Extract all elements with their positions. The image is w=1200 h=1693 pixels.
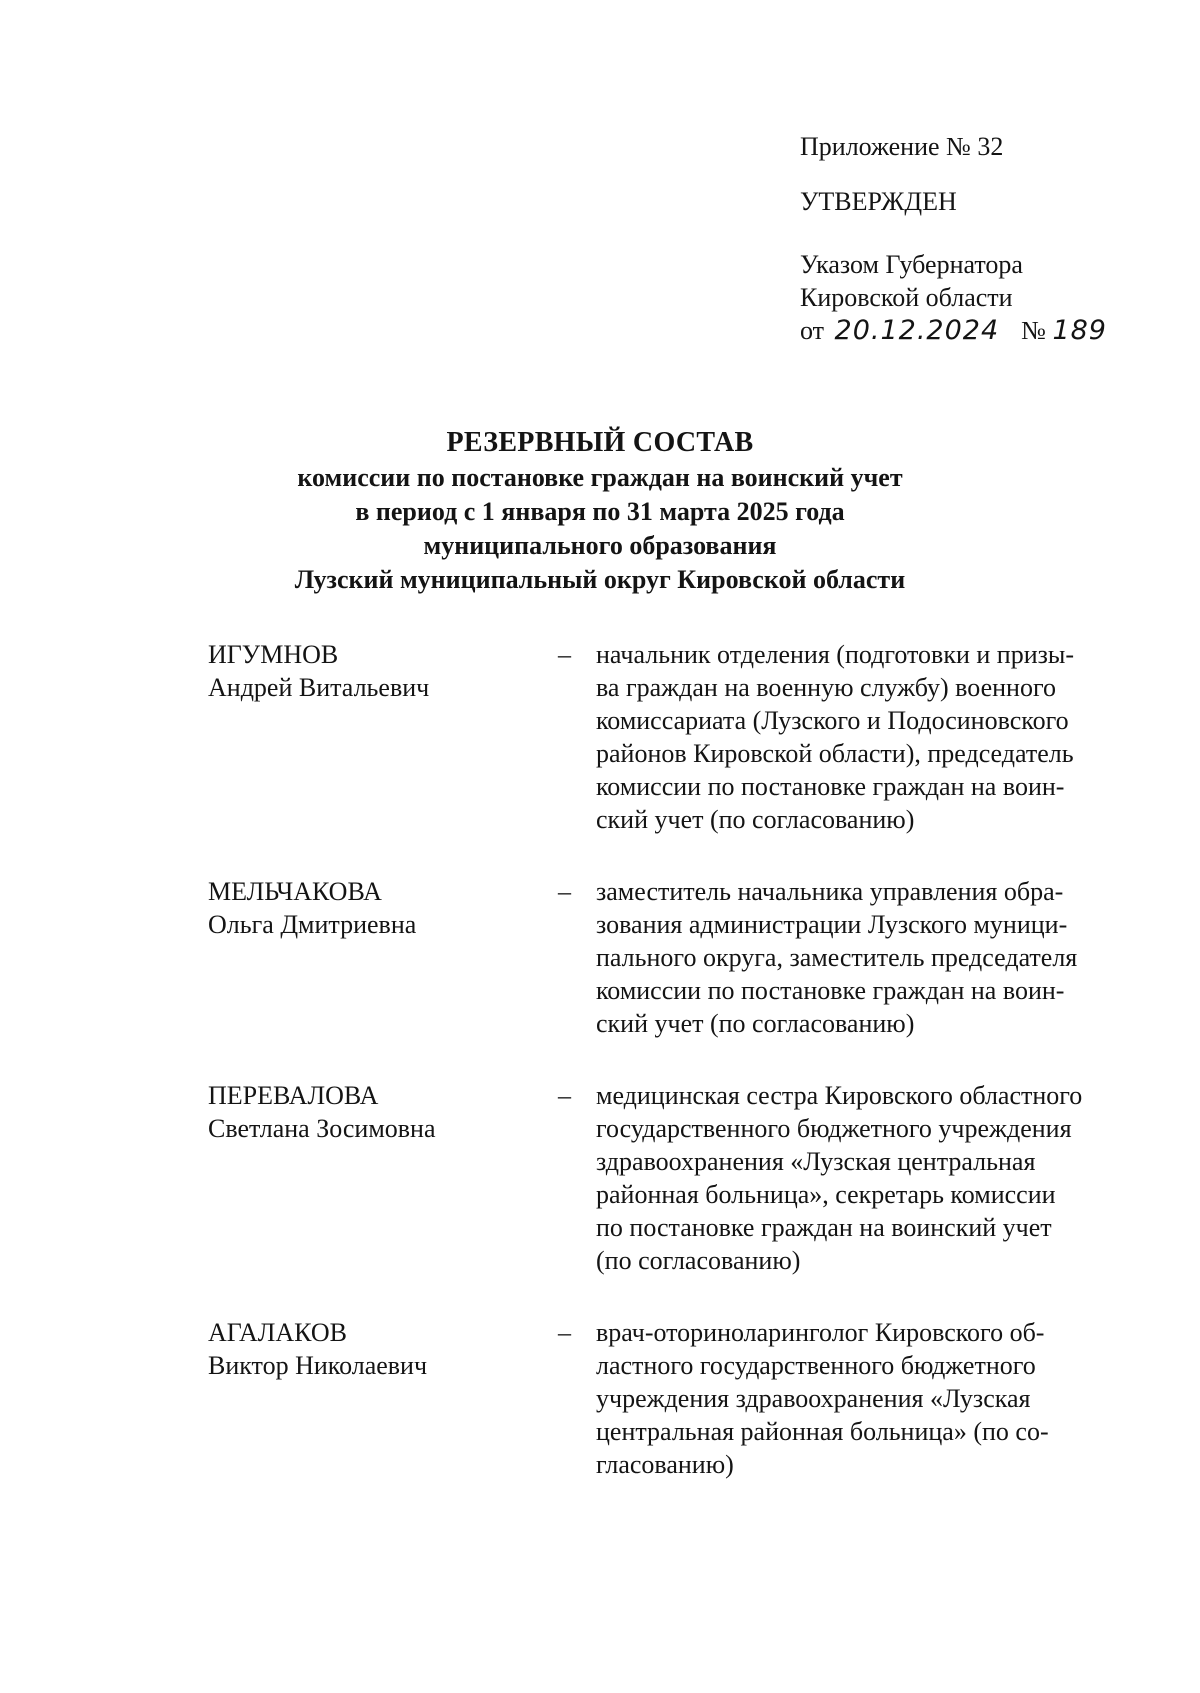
approval-block bbox=[800, 130, 1160, 347]
appendix-number: Приложение № 32 bbox=[800, 132, 1004, 161]
member-role bbox=[596, 1079, 1128, 1277]
role-line: начальник отделения (подготовки и призы- bbox=[596, 640, 1075, 669]
member-name bbox=[208, 1316, 558, 1382]
role-line: пального округа, заместитель председателя bbox=[596, 943, 1078, 972]
member-role bbox=[596, 875, 1128, 1040]
role-line: районов Кировской области), председатель bbox=[596, 739, 1074, 768]
members-list bbox=[208, 638, 1128, 1481]
dash-separator: – bbox=[558, 1081, 571, 1110]
role-line: государственного бюджетного учреждения bbox=[596, 1114, 1072, 1143]
member-surname: АГАЛАКОВ bbox=[208, 1318, 347, 1347]
member-surname: ИГУМНОВ bbox=[208, 640, 339, 669]
role-line: по постановке граждан на воинский учет bbox=[596, 1213, 1052, 1242]
title-line: в период с 1 января по 31 марта 2025 года bbox=[355, 497, 845, 526]
role-line: зования администрации Лузского муници- bbox=[596, 910, 1068, 939]
title-main: РЕЗЕРВНЫЙ СОСТАВ bbox=[446, 427, 754, 458]
dash-separator: – bbox=[558, 1318, 571, 1347]
role-line: врач-оториноларинголог Кировского об- bbox=[596, 1318, 1045, 1347]
member-role bbox=[596, 1316, 1128, 1481]
member-entry bbox=[208, 638, 1128, 836]
role-line: ский учет (по согласованию) bbox=[596, 1009, 915, 1038]
member-given-name: Виктор Николаевич bbox=[208, 1351, 428, 1380]
role-line: центральная районная больница» (по со- bbox=[596, 1417, 1049, 1446]
role-line: медицинская сестра Кировского областного bbox=[596, 1081, 1083, 1110]
member-surname: ПЕРЕВАЛОВА bbox=[208, 1081, 379, 1110]
role-line: ластного государственного бюджетного bbox=[596, 1351, 1036, 1380]
member-entry bbox=[208, 875, 1128, 1040]
role-line: комиссариата (Лузского и Подосиновского bbox=[596, 706, 1069, 735]
number-prefix: № bbox=[1021, 316, 1046, 345]
dash-separator: – bbox=[558, 640, 571, 669]
decree-line-2: Кировской области bbox=[800, 283, 1013, 312]
role-line: комиссии по постановке граждан на воин- bbox=[596, 772, 1065, 801]
decree-number: 189 bbox=[1052, 315, 1107, 346]
role-line: (по согласованию) bbox=[596, 1246, 801, 1275]
title-line: комиссии по постановке граждан на воинский учет bbox=[297, 463, 903, 492]
member-surname: МЕЛЬЧАКОВА bbox=[208, 877, 382, 906]
document-title bbox=[240, 425, 960, 597]
member-role bbox=[596, 638, 1128, 836]
member-given-name: Ольга Дмитриевна bbox=[208, 910, 417, 939]
role-line: заместитель начальника управления обра- bbox=[596, 877, 1064, 906]
title-line: Лузский муниципальный округ Кировской области bbox=[294, 565, 906, 594]
decree-date: 20.12.2024 bbox=[834, 315, 1000, 346]
role-line: гласованию) bbox=[596, 1450, 734, 1479]
decree-line-1: Указом Губернатора bbox=[800, 250, 1023, 279]
date-prefix: от bbox=[800, 316, 825, 345]
decree-date-line bbox=[800, 314, 1160, 347]
member-entry bbox=[208, 1079, 1128, 1277]
member-given-name: Светлана Зосимовна bbox=[208, 1114, 436, 1143]
role-line: здравоохранения «Лузская центральная bbox=[596, 1147, 1036, 1176]
member-name bbox=[208, 638, 558, 704]
role-line: ва граждан на военную службу) военного bbox=[596, 673, 1056, 702]
role-line: комиссии по постановке граждан на воин- bbox=[596, 976, 1065, 1005]
title-line: муниципального образования bbox=[423, 531, 777, 560]
role-line: районная больница», секретарь комиссии bbox=[596, 1180, 1056, 1209]
member-given-name: Андрей Витальевич bbox=[208, 673, 430, 702]
member-name bbox=[208, 1079, 558, 1145]
approved-label: УТВЕРЖДЕН bbox=[800, 187, 957, 216]
role-line: учреждения здравоохранения «Лузская bbox=[596, 1384, 1031, 1413]
member-entry bbox=[208, 1316, 1128, 1481]
member-name bbox=[208, 875, 558, 941]
dash-separator: – bbox=[558, 877, 571, 906]
role-line: ский учет (по согласованию) bbox=[596, 805, 915, 834]
